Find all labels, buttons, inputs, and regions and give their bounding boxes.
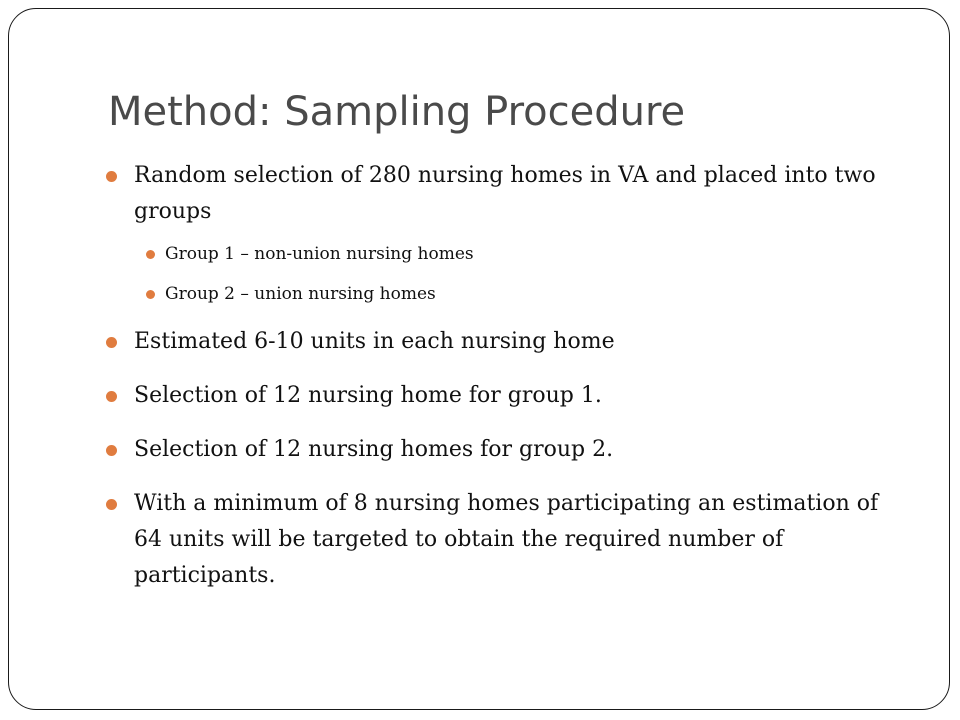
bullet-text: Selection of 12 nursing home for group 1. bbox=[134, 383, 602, 408]
sub-bullet-text: Group 1 – non-union nursing homes bbox=[165, 244, 474, 264]
sub-bullet-dot-icon bbox=[146, 290, 155, 299]
bullet-item-2 bbox=[106, 324, 906, 360]
bullet-dot-icon bbox=[106, 171, 117, 182]
slide-title: Method: Sampling Procedure bbox=[108, 89, 686, 135]
bullet-item-1 bbox=[106, 158, 906, 308]
bullet-item-3 bbox=[106, 378, 906, 414]
bullet-dot-icon bbox=[106, 391, 117, 402]
bullet-text: Random selection of 280 nursing homes in VA and placed into two groups bbox=[134, 163, 876, 224]
sub-bullet-item-1 bbox=[134, 240, 906, 268]
bullet-item-5 bbox=[106, 486, 906, 594]
bullet-item-4 bbox=[106, 432, 906, 468]
bullet-text: Selection of 12 nursing homes for group 2. bbox=[134, 437, 614, 462]
sub-bullet-dot-icon bbox=[146, 250, 155, 259]
sub-bullet-list bbox=[134, 240, 906, 308]
bullet-text: Estimated 6-10 units in each nursing home bbox=[134, 329, 615, 354]
bullet-text: With a minimum of 8 nursing homes participating an estimation of 64 units will be targeted to obtain the required number of participants. bbox=[134, 491, 879, 588]
bullet-dot-icon bbox=[106, 499, 117, 510]
bullet-list bbox=[106, 158, 906, 612]
sub-bullet-item-2 bbox=[134, 280, 906, 308]
sub-bullet-text: Group 2 – union nursing homes bbox=[165, 284, 436, 304]
bullet-dot-icon bbox=[106, 337, 117, 348]
bullet-dot-icon bbox=[106, 445, 117, 456]
